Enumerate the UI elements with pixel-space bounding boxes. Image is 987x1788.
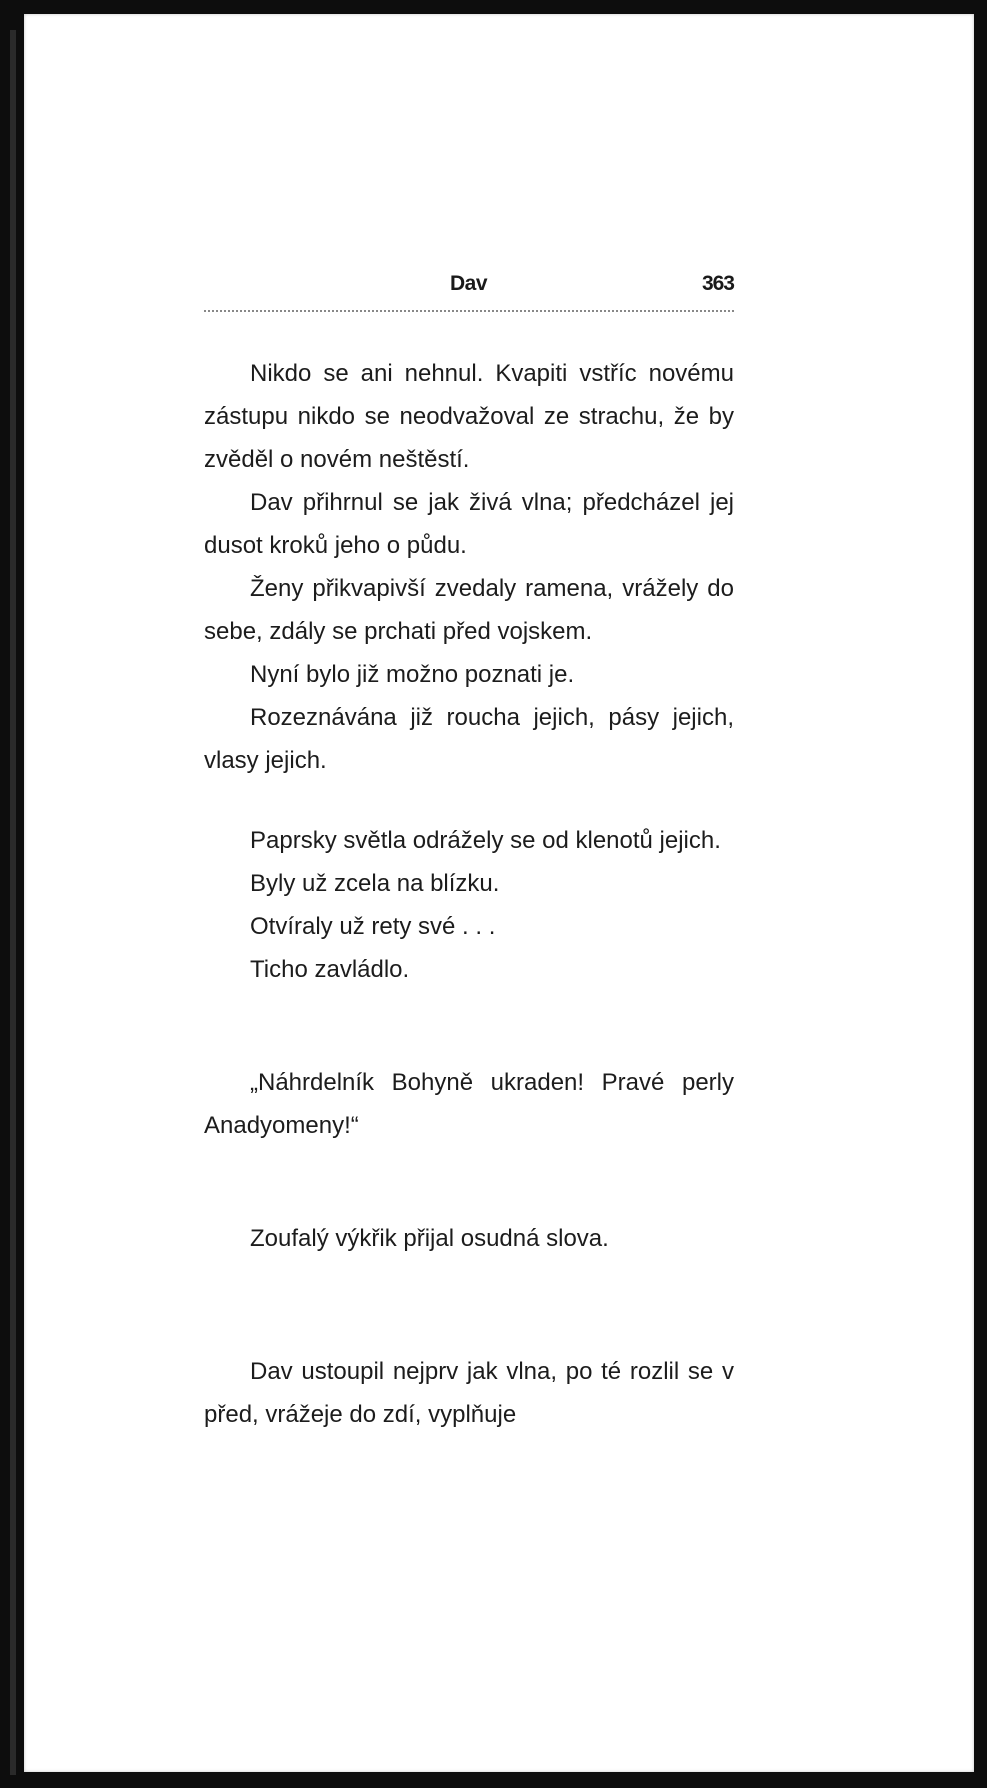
page-number: 363 bbox=[701, 272, 734, 295]
paragraph: Nikdo se ani nehnul. Kvapiti vstříc novému zástupu nikdo se neodvažoval ze strachu, že by zvěděl o novém neštěstí. bbox=[204, 360, 734, 473]
body-text bbox=[204, 352, 734, 1436]
paragraph: Otvíraly už rety své . . . bbox=[250, 913, 496, 940]
paragraph: „Náhrdelník Bohyně ukraden! Pravé perly Anadyomeny!“ bbox=[204, 1069, 734, 1139]
paragraph: Dav přihrnul se jak živá vlna; předcházel jej dusot kroků jeho o půdu. bbox=[204, 489, 734, 559]
paragraph: Paprsky světla odrážely se od klenotů jejich. bbox=[250, 827, 721, 854]
paragraph: Ticho zavládlo. bbox=[250, 956, 410, 983]
running-title: Dav bbox=[450, 272, 488, 295]
paragraph: Nyní bylo již možno poznati je. bbox=[250, 661, 575, 688]
paragraph: Ženy přikvapivší zvedaly ramena, vrážely do sebe, zdály se prchati před vojskem. bbox=[204, 575, 734, 645]
paragraph: Byly už zcela na blízku. bbox=[250, 870, 500, 897]
paragraph: Dav ustoupil nejprv jak vlna, po té rozlil se v před, vrážeje do zdí, vyplňuje bbox=[204, 1358, 734, 1428]
paragraph: Zoufalý výkřik přijal osudná slova. bbox=[250, 1225, 609, 1252]
paragraph: Rozeznávána již roucha jejich, pásy jejich, vlasy jejich. bbox=[204, 704, 734, 774]
book-spine-edge bbox=[10, 30, 16, 1775]
header-rule bbox=[204, 310, 734, 312]
page-header bbox=[204, 268, 734, 312]
